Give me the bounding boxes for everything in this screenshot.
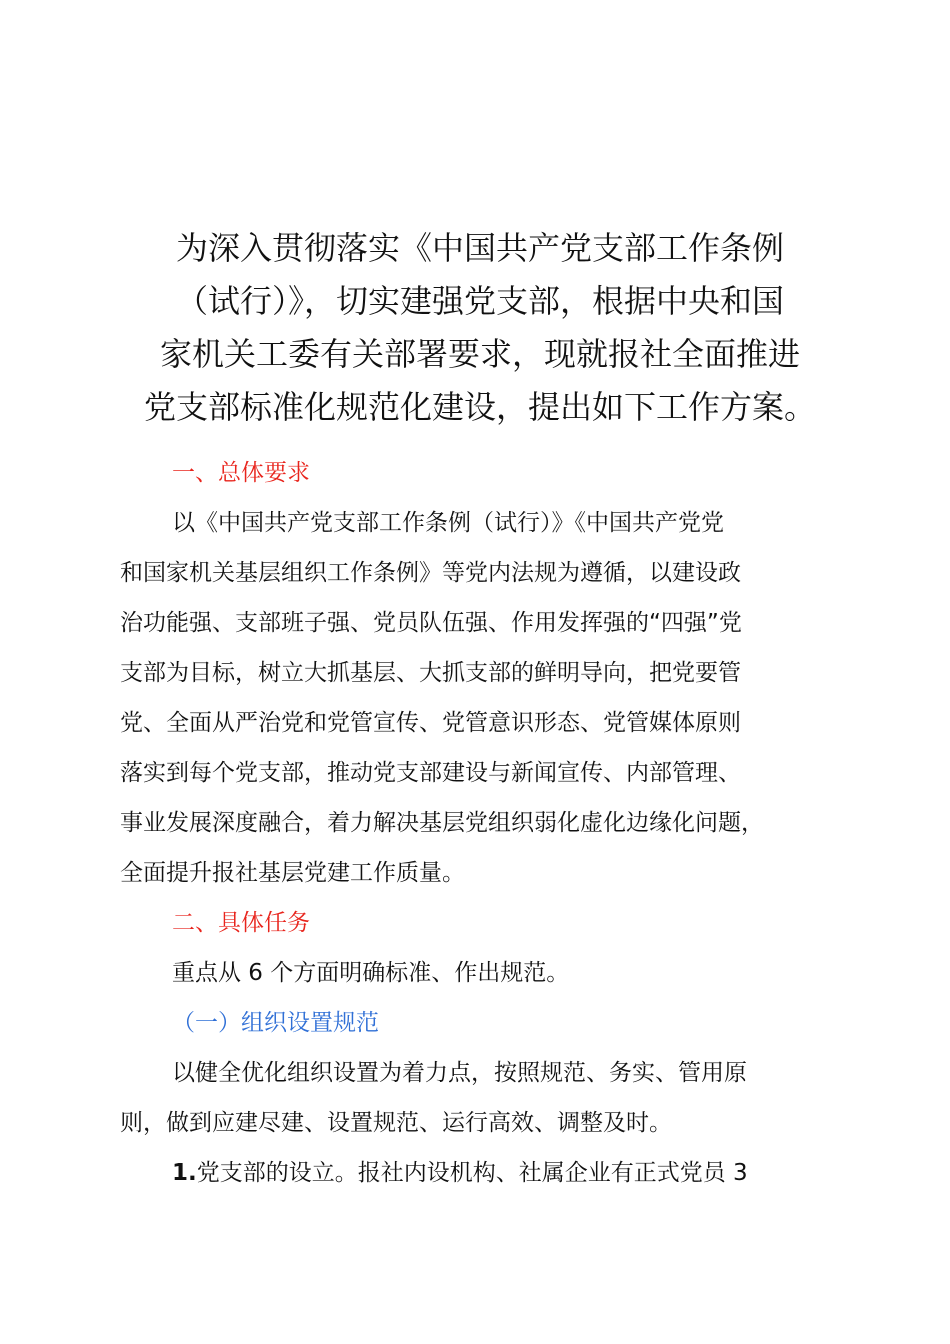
intro-line: 为深入贯彻落实《中国共产党支部工作条例 [175, 229, 784, 267]
intro-paragraph [120, 222, 840, 434]
list-item [120, 1148, 860, 1198]
section-heading-specific-tasks: 二、具体任务 [172, 910, 310, 936]
paragraph-line: 以《中国共产党支部工作条例（试行）》《中国共产党党 [172, 510, 724, 536]
paragraph-line: 治功能强、支部班子强、党员队伍强、作用发挥强的“四强”党 [120, 610, 742, 636]
paragraph-line: 重点从 6 个方面明确标准、作出规范。 [172, 960, 570, 986]
paragraph-line: 党、全面从严治党和党管宣传、党管意识形态、党管媒体原则 [120, 710, 741, 736]
paragraph-line: 和国家机关基层组织工作条例》等党内法规为遵循，以建设政 [120, 560, 741, 586]
intro-line: （试行）》，切实建强党支部，根据中央和国 [175, 282, 784, 320]
section-heading-overall-requirements: 一、总体要求 [172, 460, 310, 486]
intro-line: 党支部标准化规范化建设，提出如下工作方案。 [143, 388, 816, 426]
paragraph-line: 事业发展深度融合，着力解决基层党组织弱化虚化边缘化问题， [120, 810, 764, 836]
section-1 [120, 448, 860, 1198]
paragraph-line: 全面提升报社基层党建工作质量。 [120, 860, 465, 886]
paragraph-line: 以健全优化组织设置为着力点，按照规范、务实、管用原 [172, 1060, 747, 1086]
intro-line: 家机关工委有关部署要求，现就报社全面推进 [159, 335, 800, 373]
list-item-number: 1. [172, 1160, 197, 1186]
paragraph-line: 则，做到应建尽建、设置规范、运行高效、调整及时。 [120, 1110, 672, 1136]
list-item-text: 党支部的设立。报社内设机构、社属企业有正式党员 3 [196, 1160, 748, 1186]
paragraph-line: 支部为目标，树立大抓基层、大抓支部的鲜明导向，把党要管 [120, 660, 741, 686]
paragraph-line: 落实到每个党支部，推动党支部建设与新闻宣传、内部管理、 [120, 760, 741, 786]
subsection-heading-organization: （一）组织设置规范 [172, 1010, 379, 1036]
